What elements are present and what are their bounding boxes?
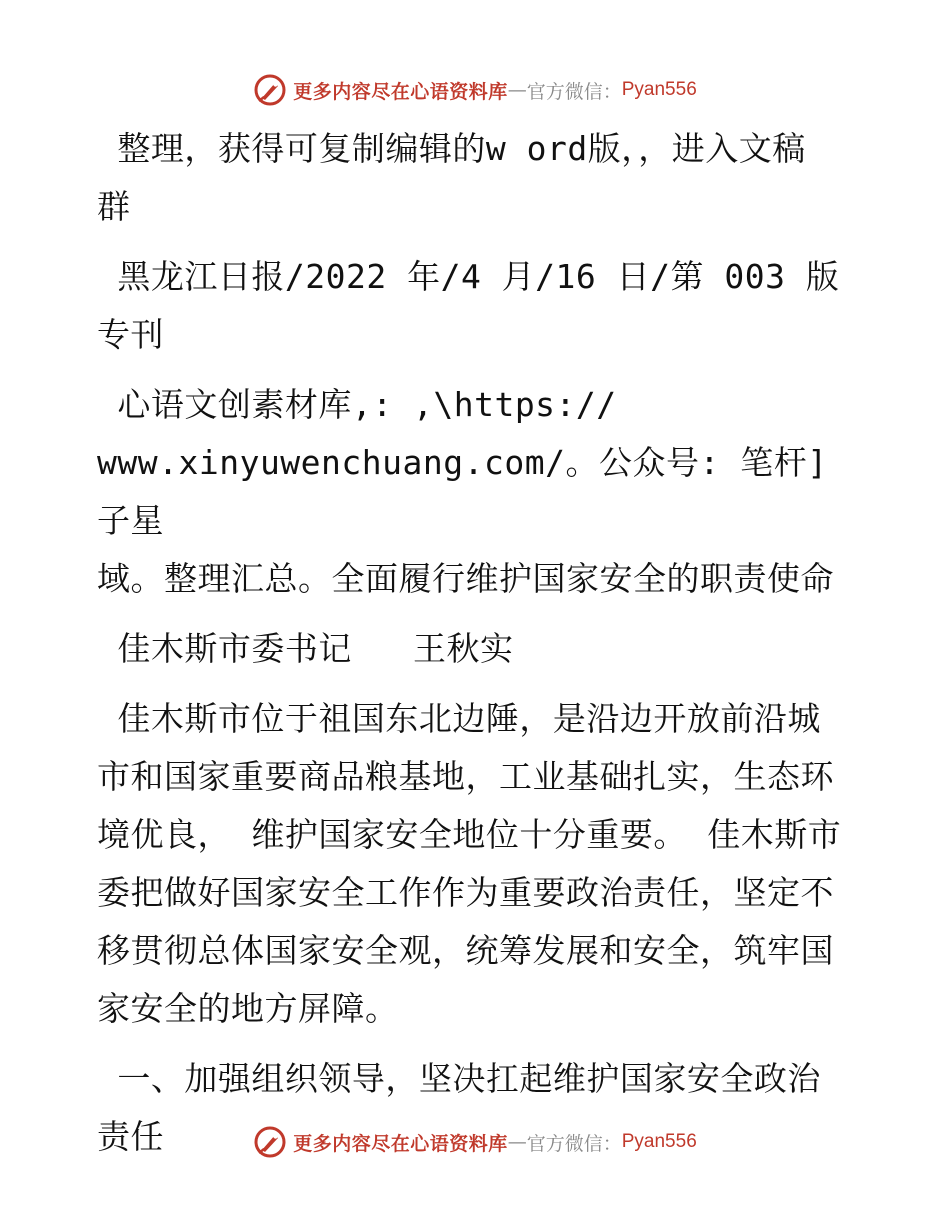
text-line: 境优良， 维护国家安全地位十分重要。 佳木斯市	[97, 815, 842, 854]
document-body	[97, 120, 857, 1166]
text-line: 整理，获得可复制编辑的w ord版，，进入文稿	[97, 129, 806, 168]
banner-account: Pyan556	[621, 79, 697, 100]
text-line: www.xinyuwenchuang.com/。公众号: 笔杆]子星	[97, 443, 828, 540]
banner-label: 官方微信：	[526, 1132, 622, 1155]
banner-account: Pyan556	[621, 1131, 697, 1152]
text-line: 心语文创素材库,: ,\https://	[97, 385, 617, 424]
text-line: 市和国家重要商品粮基地，工业基础扎实，生态环	[97, 757, 834, 796]
text-line: 佳木斯市委书记 王秋实	[97, 629, 514, 668]
banner-text: 更多内容尽在心语资料库	[293, 80, 508, 103]
footer-banner	[0, 1122, 950, 1162]
banner-text: 更多内容尽在心语资料库	[293, 1132, 508, 1155]
text-line: 群	[97, 187, 131, 226]
text-line: 家安全的地方屏障。	[97, 989, 399, 1028]
pen-nib-logo-icon	[253, 1125, 287, 1159]
text-line: 委把做好国家安全工作作为重要政治责任，坚定不	[97, 873, 834, 912]
text-line: 域。整理汇总。全面履行维护国家安全的职责使命	[97, 559, 834, 598]
banner-dash: —	[507, 79, 527, 101]
banner-label: 官方微信：	[526, 80, 622, 103]
header-banner	[0, 70, 950, 110]
pen-nib-logo-icon	[253, 73, 287, 107]
text-line: 佳木斯市位于祖国东北边陲，是沿边开放前沿城	[97, 699, 821, 738]
text-line: 移贯彻总体国家安全观，统筹发展和安全，筑牢国	[97, 931, 834, 970]
text-line: 黑龙江日报/2022 年/4 月/16 日/第 003 版专刊	[97, 257, 840, 354]
text-line: 一、加强组织领导，坚决扛起维护国家安全政治	[97, 1059, 821, 1098]
text-line: 责任	[97, 1117, 164, 1156]
banner-dash: —	[507, 1131, 527, 1153]
